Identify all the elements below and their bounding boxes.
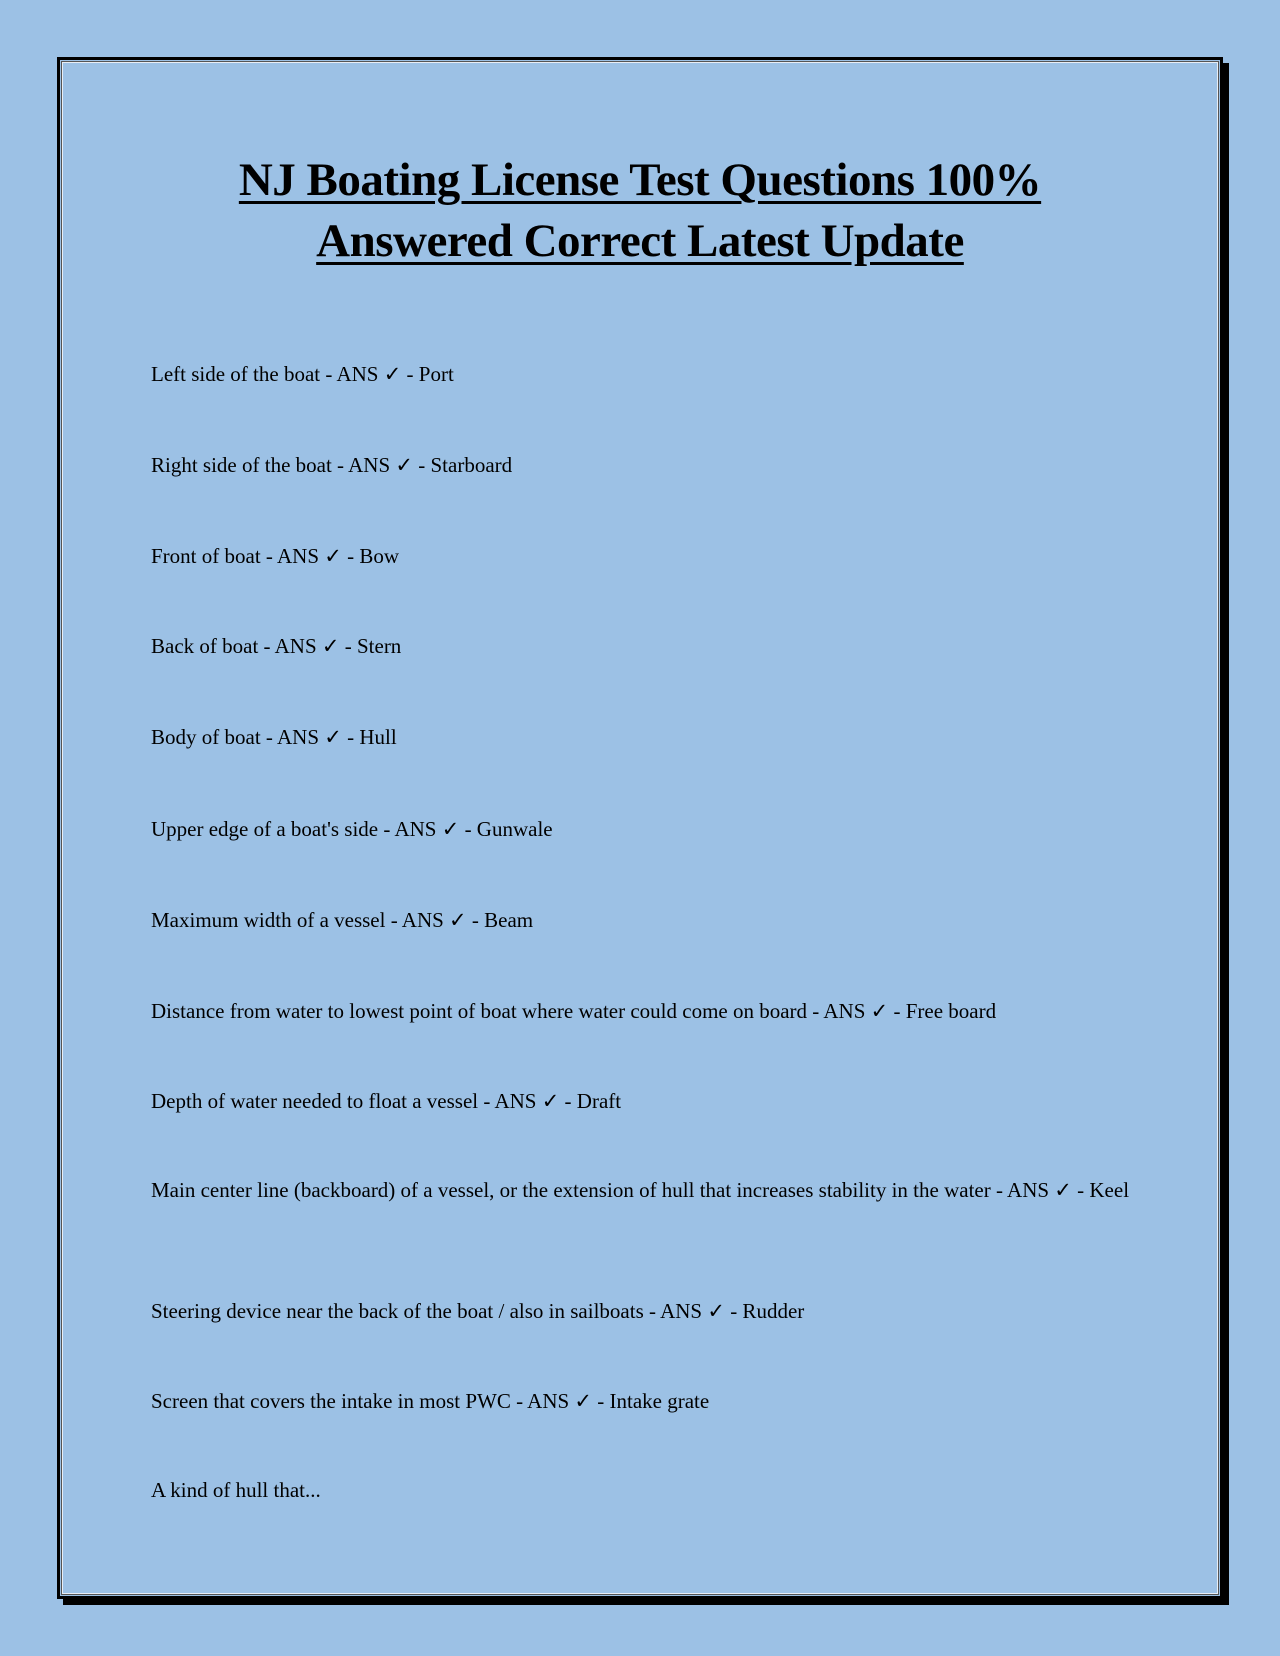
qa-item: Body of boat - ANS ✓ - Hull (151, 725, 397, 749)
qa-item: Left side of the boat - ANS ✓ - Port (151, 362, 454, 386)
title-line-1: NJ Boating License Test Questions 100% (238, 154, 1042, 206)
qa-item: Upper edge of a boat's side - ANS ✓ - Gunwale (151, 817, 553, 841)
qa-item: Steering device near the back of the boat / also in sailboats - ANS ✓ - Rudder (151, 1299, 805, 1323)
title-line-2: Answered Correct Latest Update (316, 215, 964, 267)
qa-item: Front of boat - ANS ✓ - Bow (151, 544, 400, 568)
qa-item: Main center line (backboard) of a vessel, or the extension of hull that increases stability in the water - ANS ✓ - Keel (151, 1178, 1130, 1202)
qa-item: A kind of hull that... (151, 1478, 321, 1502)
qa-item: Maximum width of a vessel - ANS ✓ - Beam (151, 908, 534, 932)
qa-item: Back of boat - ANS ✓ - Stern (151, 634, 402, 658)
qa-item: Right side of the boat - ANS ✓ - Starboard (151, 453, 513, 477)
qa-item: Distance from water to lowest point of boat where water could come on board - ANS ✓ - Free board (151, 999, 997, 1023)
document-title (0, 150, 1280, 272)
qa-item: Depth of water needed to float a vessel - ANS ✓ - Draft (151, 1089, 622, 1113)
qa-item: Screen that covers the intake in most PWC - ANS ✓ - Intake grate (151, 1389, 710, 1413)
